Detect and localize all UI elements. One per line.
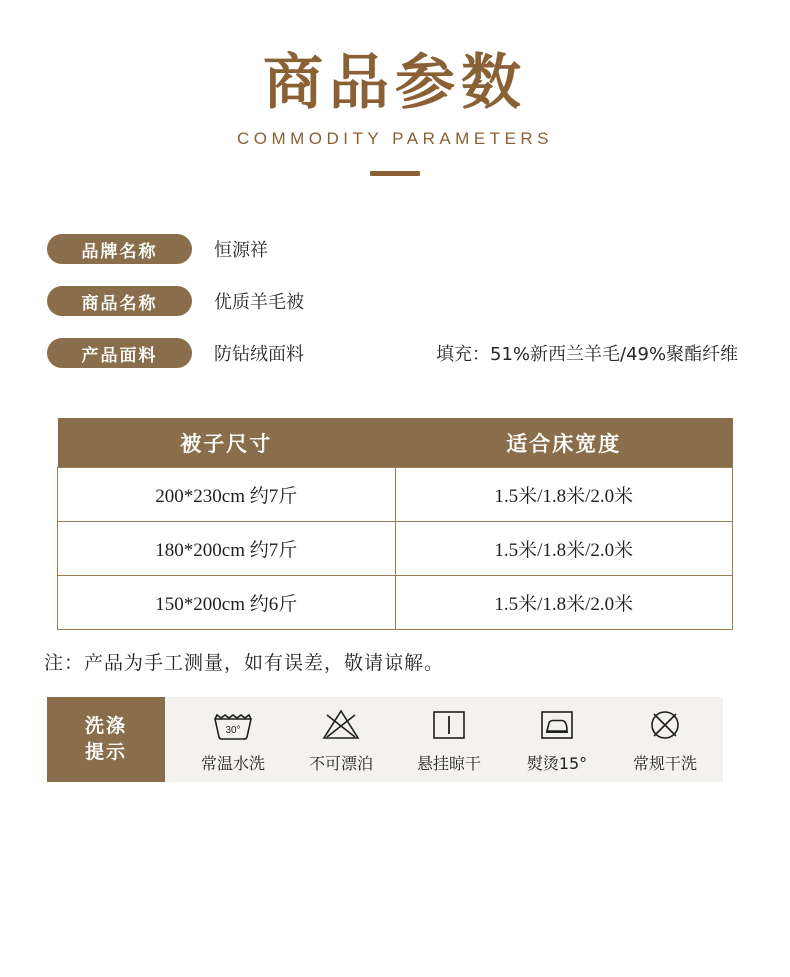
- table-row: [58, 522, 733, 576]
- care-text-line-dry: 悬挂晾干: [416, 754, 481, 773]
- page-subtitle: COMMODITY PARAMETERS: [236, 129, 554, 148]
- line-dry-icon: [429, 705, 469, 745]
- size-table: [57, 418, 733, 630]
- care-item-no-bleach: [287, 705, 395, 774]
- care-item-iron: [503, 705, 611, 774]
- spec-label-fabric: 产品面料: [47, 338, 192, 368]
- spec-value-fabric: 防钻绒面料: [214, 344, 304, 365]
- no-bleach-icon: [319, 705, 363, 745]
- table-cell-quilt-size: 200*230cm 约7斤: [58, 468, 396, 522]
- care-item-list: [165, 697, 733, 782]
- title-divider: [370, 171, 420, 176]
- measurement-note: 注：产品为手工测量，如有误差，敬请谅解。: [44, 652, 445, 674]
- table-cell-quilt-size: 180*200cm 约7斤: [58, 522, 396, 576]
- care-item-machine-wash: [179, 705, 287, 774]
- care-text-no-bleach: 不可漂泊: [308, 754, 373, 773]
- spec-label-brand: 品牌名称: [47, 234, 192, 264]
- table-row: [58, 576, 733, 630]
- care-text-machine-wash: 常温水洗: [200, 754, 265, 773]
- spec-row-product-name: [47, 286, 790, 316]
- page-title: 商品参数: [263, 50, 527, 116]
- table-row: [58, 468, 733, 522]
- spec-value-brand: 恒源祥: [214, 240, 268, 261]
- spec-value-filling: 填充：51%新西兰羊毛/49%聚酯纤维: [436, 344, 739, 365]
- care-label-line2: 提示: [84, 740, 127, 763]
- table-cell-bed-width: 1.5米/1.8米/2.0米: [395, 468, 733, 522]
- spec-row-fabric: [47, 338, 790, 368]
- care-instructions: [47, 697, 723, 782]
- care-label-line1: 洗涤: [84, 714, 127, 737]
- dry-clean-icon: [645, 705, 685, 745]
- wash-tub-30-icon: [211, 705, 255, 745]
- iron-low-icon: [537, 705, 577, 745]
- page-header: [0, 0, 790, 176]
- care-item-dry-clean: [611, 705, 719, 774]
- table-header-row: [58, 418, 733, 468]
- table-header-quilt-size: 被子尺寸: [58, 418, 396, 468]
- table-cell-bed-width: 1.5米/1.8米/2.0米: [395, 576, 733, 630]
- table-cell-bed-width: 1.5米/1.8米/2.0米: [395, 522, 733, 576]
- wash-temperature-text: 30°: [225, 725, 241, 736]
- table-cell-quilt-size: 150*200cm 约6斤: [58, 576, 396, 630]
- spec-label-product-name: 商品名称: [47, 286, 192, 316]
- care-text-iron: 熨烫15°: [526, 754, 588, 773]
- spec-row-brand: [47, 234, 790, 264]
- care-label: [47, 697, 165, 782]
- table-header-bed-width: 适合床宽度: [395, 418, 733, 468]
- spec-value-product-name: 优质羊毛被: [214, 292, 304, 313]
- spec-list: [0, 234, 790, 368]
- care-text-dry-clean: 常规干洗: [632, 754, 697, 773]
- care-item-line-dry: [395, 705, 503, 774]
